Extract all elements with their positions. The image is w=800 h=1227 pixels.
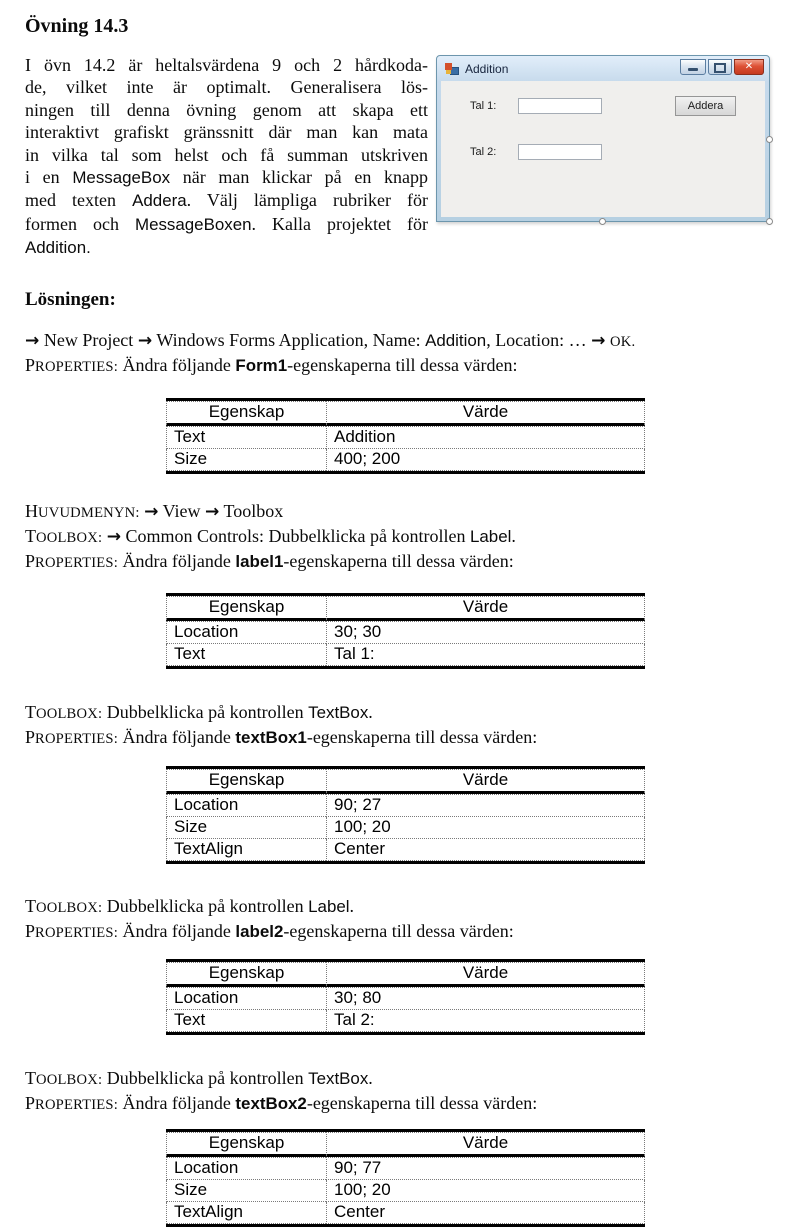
- text-segment: Dubbelklicka på kontrollen: [102, 701, 309, 722]
- text-line: [25, 166, 428, 189]
- table-header-row: [166, 769, 645, 794]
- table-cell: Location: [166, 1157, 326, 1180]
- text-line: [25, 213, 428, 236]
- text-line: [25, 54, 428, 76]
- text-line: [25, 525, 800, 550]
- table-row: [166, 987, 645, 1010]
- label1-properties-table: [166, 593, 800, 669]
- text-segment: H: [25, 500, 38, 521]
- label2-properties-table: [166, 959, 800, 1035]
- text-segment: -egenskaperna till dessa värden:: [306, 726, 538, 747]
- table-header-cell: Värde: [326, 596, 645, 621]
- table-cell: 90; 77: [326, 1157, 645, 1180]
- text-segment: label1: [235, 551, 284, 571]
- app-icon-yellow-part: [446, 70, 451, 74]
- text-line: [25, 500, 800, 525]
- form-title: Addition: [465, 61, 509, 76]
- table-row: [166, 449, 645, 471]
- text-segment: textBox2: [235, 1093, 307, 1113]
- table-row: [166, 794, 645, 817]
- textbox1-properties-table: [166, 766, 800, 864]
- text-segment: ROPERTIES:: [35, 1096, 118, 1113]
- text-segment: ROPERTIES:: [35, 730, 118, 747]
- textbox2-properties-table: [166, 1129, 800, 1227]
- table-cell: 100; 20: [326, 1180, 645, 1202]
- text-segment: Ändra följande: [117, 550, 236, 571]
- table-row: [166, 1180, 645, 1202]
- app-icon-orange-part: [445, 63, 452, 70]
- text-line: [25, 920, 800, 945]
- table-header-row: [166, 962, 645, 987]
- table-header-row: [166, 596, 645, 621]
- text-segment: Addition.: [25, 238, 91, 258]
- table-cell: Tal 2:: [326, 1010, 645, 1032]
- table-cell: 30; 30: [326, 621, 645, 644]
- text-segment: -egenskaperna till dessa värden:: [287, 354, 518, 375]
- text-segment: →: [144, 501, 159, 522]
- text-segment: Ändra följande: [117, 1092, 236, 1113]
- table-row: [166, 817, 645, 839]
- text-segment: Ändra följande: [117, 726, 236, 747]
- text-segment: OOLBOX:: [36, 705, 103, 722]
- properties-table: [166, 398, 645, 474]
- form1-properties-table: [166, 398, 800, 474]
- minimize-icon: [688, 68, 698, 71]
- text-segment: in vilka tal som helst och få summan utskriven: [25, 144, 428, 165]
- text-segment: TextBox: [308, 702, 369, 722]
- text-segment: .: [511, 525, 516, 546]
- exercise-intro-paragraph: [25, 54, 428, 260]
- text-segment: OOLBOX:: [36, 529, 103, 546]
- table-header-cell: Värde: [326, 401, 645, 426]
- text-line: [25, 354, 800, 379]
- text-segment: Form1: [235, 355, 288, 375]
- table-cell: 30; 80: [326, 987, 645, 1010]
- text-segment: P: [25, 726, 36, 747]
- maximize-icon: [714, 63, 726, 73]
- text-segment: när man klickar på en knapp: [170, 167, 428, 188]
- table-header-cell: Värde: [326, 769, 645, 794]
- table-row: [166, 426, 645, 449]
- text-segment: textBox1: [235, 727, 307, 747]
- text-segment: Common Controls: Dubbelklicka på kontrollen: [121, 525, 470, 546]
- text-segment: OOLBOX:: [36, 1071, 103, 1088]
- resize-handle-right[interactable]: [766, 136, 773, 143]
- tal2-label: Tal 2:: [470, 146, 497, 158]
- properties-table: [166, 766, 645, 864]
- table-row: [166, 1202, 645, 1224]
- close-button[interactable]: [734, 59, 764, 75]
- page-title: Övning 14.3: [25, 15, 129, 37]
- table-cell: 400; 200: [326, 449, 645, 471]
- solution-heading: Lösningen:: [25, 288, 116, 310]
- text-segment: →: [106, 526, 122, 547]
- text-line: [25, 76, 428, 98]
- table-cell: Tal 1:: [326, 644, 645, 666]
- table-cell: TextAlign: [166, 839, 326, 861]
- text-segment: med texten: [25, 190, 133, 211]
- text-segment: . Kalla projektet för: [251, 213, 428, 234]
- text-segment: →: [591, 330, 606, 351]
- text-segment: MessageBox: [72, 168, 171, 188]
- text-segment: ROPERTIES:: [35, 358, 118, 375]
- form-titlebar: [437, 56, 769, 81]
- text-segment: T: [25, 525, 36, 546]
- text-segment: . Välj lämpliga rubriker för: [186, 190, 428, 211]
- table-header-cell: Värde: [326, 962, 645, 987]
- text-segment: P: [25, 550, 36, 571]
- text-segment: →: [137, 330, 153, 351]
- table-header-cell: Egenskap: [166, 596, 326, 621]
- tal1-label: Tal 1:: [470, 100, 497, 112]
- text-segment: P: [25, 1092, 36, 1113]
- text-line: [25, 1067, 800, 1092]
- text-line: [25, 895, 800, 920]
- table-cell: Text: [166, 1010, 326, 1032]
- text-segment: ningen till denna övning genom att skapa ett: [25, 99, 428, 120]
- text-segment: ROPERTIES:: [35, 924, 118, 941]
- text-line: [25, 99, 428, 121]
- maximize-button[interactable]: [708, 59, 732, 75]
- text-line: [25, 236, 428, 259]
- text-segment: ROPERTIES:: [35, 554, 118, 571]
- text-segment: -egenskaperna till dessa värden:: [306, 1092, 538, 1113]
- text-line: [25, 329, 800, 354]
- instruction-lines-textbox2: [25, 1067, 800, 1117]
- table-cell: Size: [166, 817, 326, 839]
- text-segment: de, vilket inte är optimalt. Generalisera lös-: [25, 77, 428, 98]
- text-segment: OOLBOX:: [36, 899, 103, 916]
- text-segment: Addition: [425, 330, 487, 350]
- text-segment: P: [25, 354, 36, 375]
- form-client-area: [441, 81, 765, 217]
- text-segment: MessageBoxen: [134, 214, 252, 234]
- table-header-cell: Egenskap: [166, 962, 326, 987]
- text-segment: i en: [25, 167, 73, 188]
- text-segment: -egenskaperna till dessa värden:: [283, 550, 514, 571]
- text-segment: Ändra följande: [117, 354, 236, 375]
- text-segment: formen och: [25, 213, 135, 234]
- instruction-lines-textbox1: [25, 701, 800, 751]
- text-segment: TextBox: [308, 1068, 369, 1088]
- text-segment: Label: [470, 526, 512, 546]
- text-segment: T: [25, 701, 36, 722]
- table-cell: Text: [166, 644, 326, 666]
- text-segment: Windows Forms Application, Name:: [152, 329, 426, 350]
- text-segment: T: [25, 1067, 36, 1088]
- table-cell: TextAlign: [166, 1202, 326, 1224]
- instruction-lines-label1: [25, 500, 800, 575]
- text-segment: Addera: [132, 191, 187, 211]
- text-line: [25, 726, 800, 751]
- resize-handle-bottom[interactable]: [599, 218, 606, 225]
- table-cell: 100; 20: [326, 817, 645, 839]
- text-segment: Ändra följande: [117, 920, 236, 941]
- text-segment: UVUDMENYN:: [38, 504, 140, 521]
- minimize-button[interactable]: [680, 59, 706, 75]
- text-segment: Label: [308, 896, 350, 916]
- table-row: [166, 644, 645, 666]
- table-cell: Addition: [326, 426, 645, 449]
- text-segment: I övn 14.2 är heltalsvärdena 9 och 2 hårdkoda-: [25, 55, 428, 75]
- tal1-textbox[interactable]: [518, 98, 602, 114]
- table-cell: Location: [166, 794, 326, 817]
- text-segment: Toolbox: [219, 500, 284, 521]
- properties-table: [166, 593, 645, 669]
- table-header-row: [166, 401, 645, 426]
- table-header-cell: Egenskap: [166, 769, 326, 794]
- text-segment: New Project: [39, 329, 138, 350]
- text-line: [25, 701, 800, 726]
- text-segment: View: [158, 500, 206, 521]
- properties-table: [166, 1129, 645, 1227]
- app-icon: [445, 63, 459, 75]
- table-row: [166, 621, 645, 644]
- text-line: [25, 550, 800, 575]
- properties-table: [166, 959, 645, 1035]
- table-header-cell: Egenskap: [166, 1132, 326, 1157]
- text-segment: label2: [235, 921, 284, 941]
- text-segment: Dubbelklicka på kontrollen: [102, 895, 309, 916]
- table-cell: 90; 27: [326, 794, 645, 817]
- tal2-textbox[interactable]: [518, 144, 602, 160]
- text-segment: interaktivt grafiskt gränssnitt där man kan mata: [25, 122, 428, 143]
- table-cell: Center: [326, 1202, 645, 1224]
- text-segment: Dubbelklicka på kontrollen: [102, 1067, 309, 1088]
- table-cell: Size: [166, 1180, 326, 1202]
- text-segment: .: [368, 1067, 373, 1088]
- text-segment: P: [25, 920, 36, 941]
- table-header-cell: Egenskap: [166, 401, 326, 426]
- text-segment: T: [25, 895, 36, 916]
- table-header-cell: Värde: [326, 1132, 645, 1157]
- text-segment: , Location: …: [486, 329, 592, 350]
- text-segment: .: [349, 895, 355, 916]
- form-window-screenshot: [436, 55, 770, 222]
- table-row: [166, 1010, 645, 1032]
- table-cell: Size: [166, 449, 326, 471]
- close-icon: ✕: [744, 61, 754, 72]
- instruction-lines-label2: [25, 895, 800, 945]
- text-segment: →: [205, 501, 220, 522]
- text-segment: -egenskaperna till dessa värden:: [283, 920, 514, 941]
- addera-button[interactable]: Addera: [675, 96, 736, 116]
- instruction-lines-form1: [25, 329, 800, 379]
- table-cell: Location: [166, 987, 326, 1010]
- table-cell: Center: [326, 839, 645, 861]
- table-header-row: [166, 1132, 645, 1157]
- text-segment: →: [25, 330, 40, 351]
- text-line: [25, 144, 428, 166]
- table-cell: Location: [166, 621, 326, 644]
- table-cell: Text: [166, 426, 326, 449]
- text-segment: OK.: [610, 333, 636, 350]
- text-line: [25, 121, 428, 143]
- window-controls: [680, 59, 764, 75]
- table-row: [166, 1157, 645, 1180]
- table-row: [166, 839, 645, 861]
- text-line: [25, 1092, 800, 1117]
- text-segment: .: [368, 701, 373, 722]
- resize-handle-corner[interactable]: [766, 218, 773, 225]
- text-line: [25, 189, 428, 212]
